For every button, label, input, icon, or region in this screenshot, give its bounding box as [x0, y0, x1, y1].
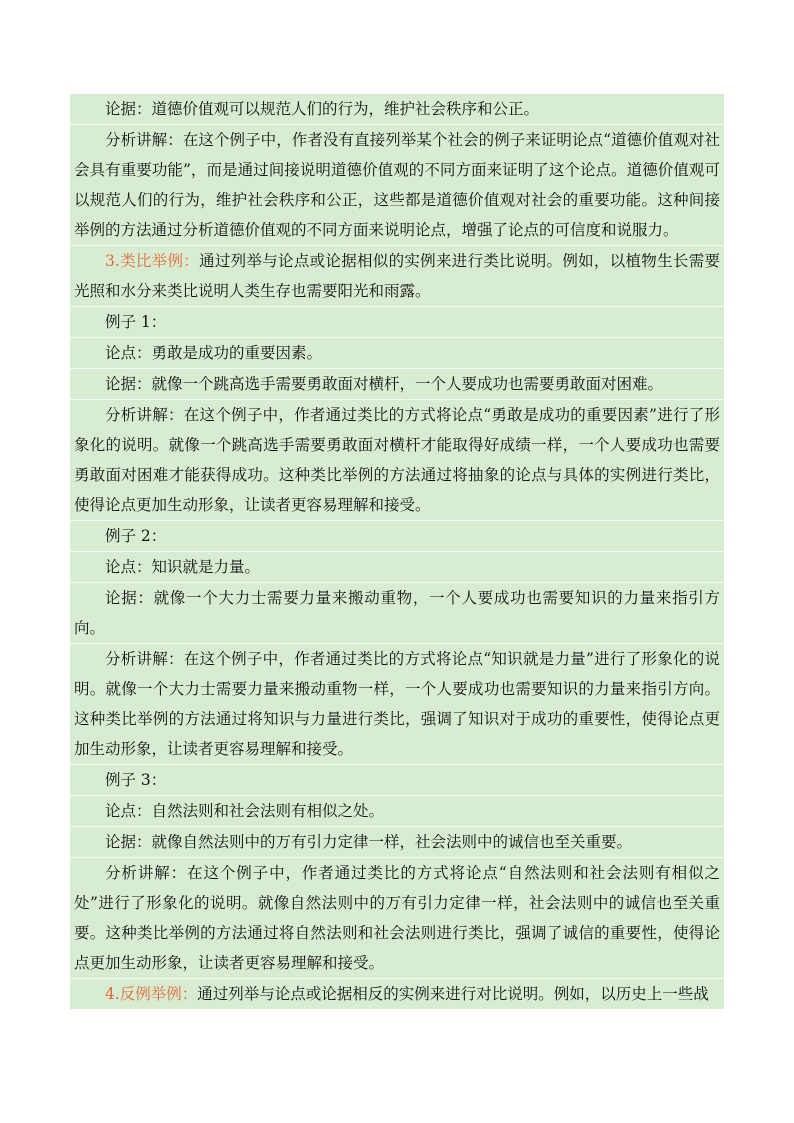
paragraph-section-analogy: 3.类比举例：通过列举与论点或论据相似的实例来进行类比说明。例如，以植物生长需要光照和水分来类比说明人类生存也需要阳光和雨露。: [70, 245, 724, 306]
paragraph-evidence: 论据：道德价值观可以规范人们的行为，维护社会秩序和公正。: [105, 100, 540, 118]
section-heading-counterexample: 4.反例举例：: [105, 985, 198, 1003]
paragraph-analysis: 分析讲解：在这个例子中，作者通过类比的方式将论点“自然法则和社会法则有相似之处”进行了形象化的说明。就像自然法则中的万有引力定律一样，社会法则中的诚信也至关重要。这种类比举例的方法通过将自然法则和社会法则进行类比，强调了诚信的重要性，使得论点更加生动形象，让读者更容易理解和接受。: [70, 857, 724, 978]
document-body: [70, 94, 724, 1009]
paragraph-example-2: 例子 2：: [70, 520, 724, 551]
paragraph-example-1: 例子 1：: [70, 306, 724, 337]
paragraph-example-3: 例子 3：: [70, 764, 724, 795]
section-heading-analogy: 3.类比举例：: [105, 252, 200, 270]
paragraph-evidence: 论据：就像一个跳高选手需要勇敢面对横杆，一个人要成功也需要勇敢面对困难。: [70, 368, 724, 399]
paragraph-claim: 论点：知识就是力量。: [70, 551, 724, 582]
paragraph-section-counterexample: 4.反例举例：通过列举与论点或论据相反的实例来进行对比说明。例如，以历史上一些战: [70, 978, 724, 1009]
paragraph-claim: 论点：自然法则和社会法则有相似之处。: [70, 795, 724, 826]
paragraph-evidence: 论据：就像自然法则中的万有引力定律一样，社会法则中的诚信也至关重要。: [70, 826, 724, 857]
paragraph-analysis: 分析讲解：在这个例子中，作者通过类比的方式将论点“勇敢是成功的重要因素”进行了形象化的说明。就像一个跳高选手需要勇敢面对横杆才能取得好成绩一样，一个人要成功也需要勇敢面对困难才能获得成功。这种类比举例的方法通过将抽象的论点与具体的实例进行类比，使得论点更加生动形象，让读者更容易理解和接受。: [70, 399, 724, 520]
paragraph-evidence: 论据：就像一个大力士需要力量来搬动重物，一个人要成功也需要知识的力量来指引方向。: [70, 582, 724, 643]
paragraph-claim: 论点：勇敢是成功的重要因素。: [70, 337, 724, 368]
paragraph-analysis: 分析讲解：在这个例子中，作者没有直接列举某个社会的例子来证明论点“道德价值观对社会具有重要功能”，而是通过间接说明道德价值观的不同方面来证明了这个论点。道德价值观可以规范人们的行为，维护社会秩序和公正，这些都是道德价值观对社会的重要功能。这种间接举例的方法通过分析道德价值观的不同方面来说明论点，增强了论点的可信度和说服力。: [70, 124, 724, 245]
paragraph-analysis: 分析讲解：在这个例子中，作者通过类比的方式将论点“知识就是力量”进行了形象化的说明。就像一个大力士需要力量来搬动重物一样，一个人要成功也需要知识的力量来指引方向。这种类比举例的方法通过将知识与力量进行类比，强调了知识对于成功的重要性，使得论点更加生动形象，让读者更容易理解和接受。: [70, 643, 724, 764]
